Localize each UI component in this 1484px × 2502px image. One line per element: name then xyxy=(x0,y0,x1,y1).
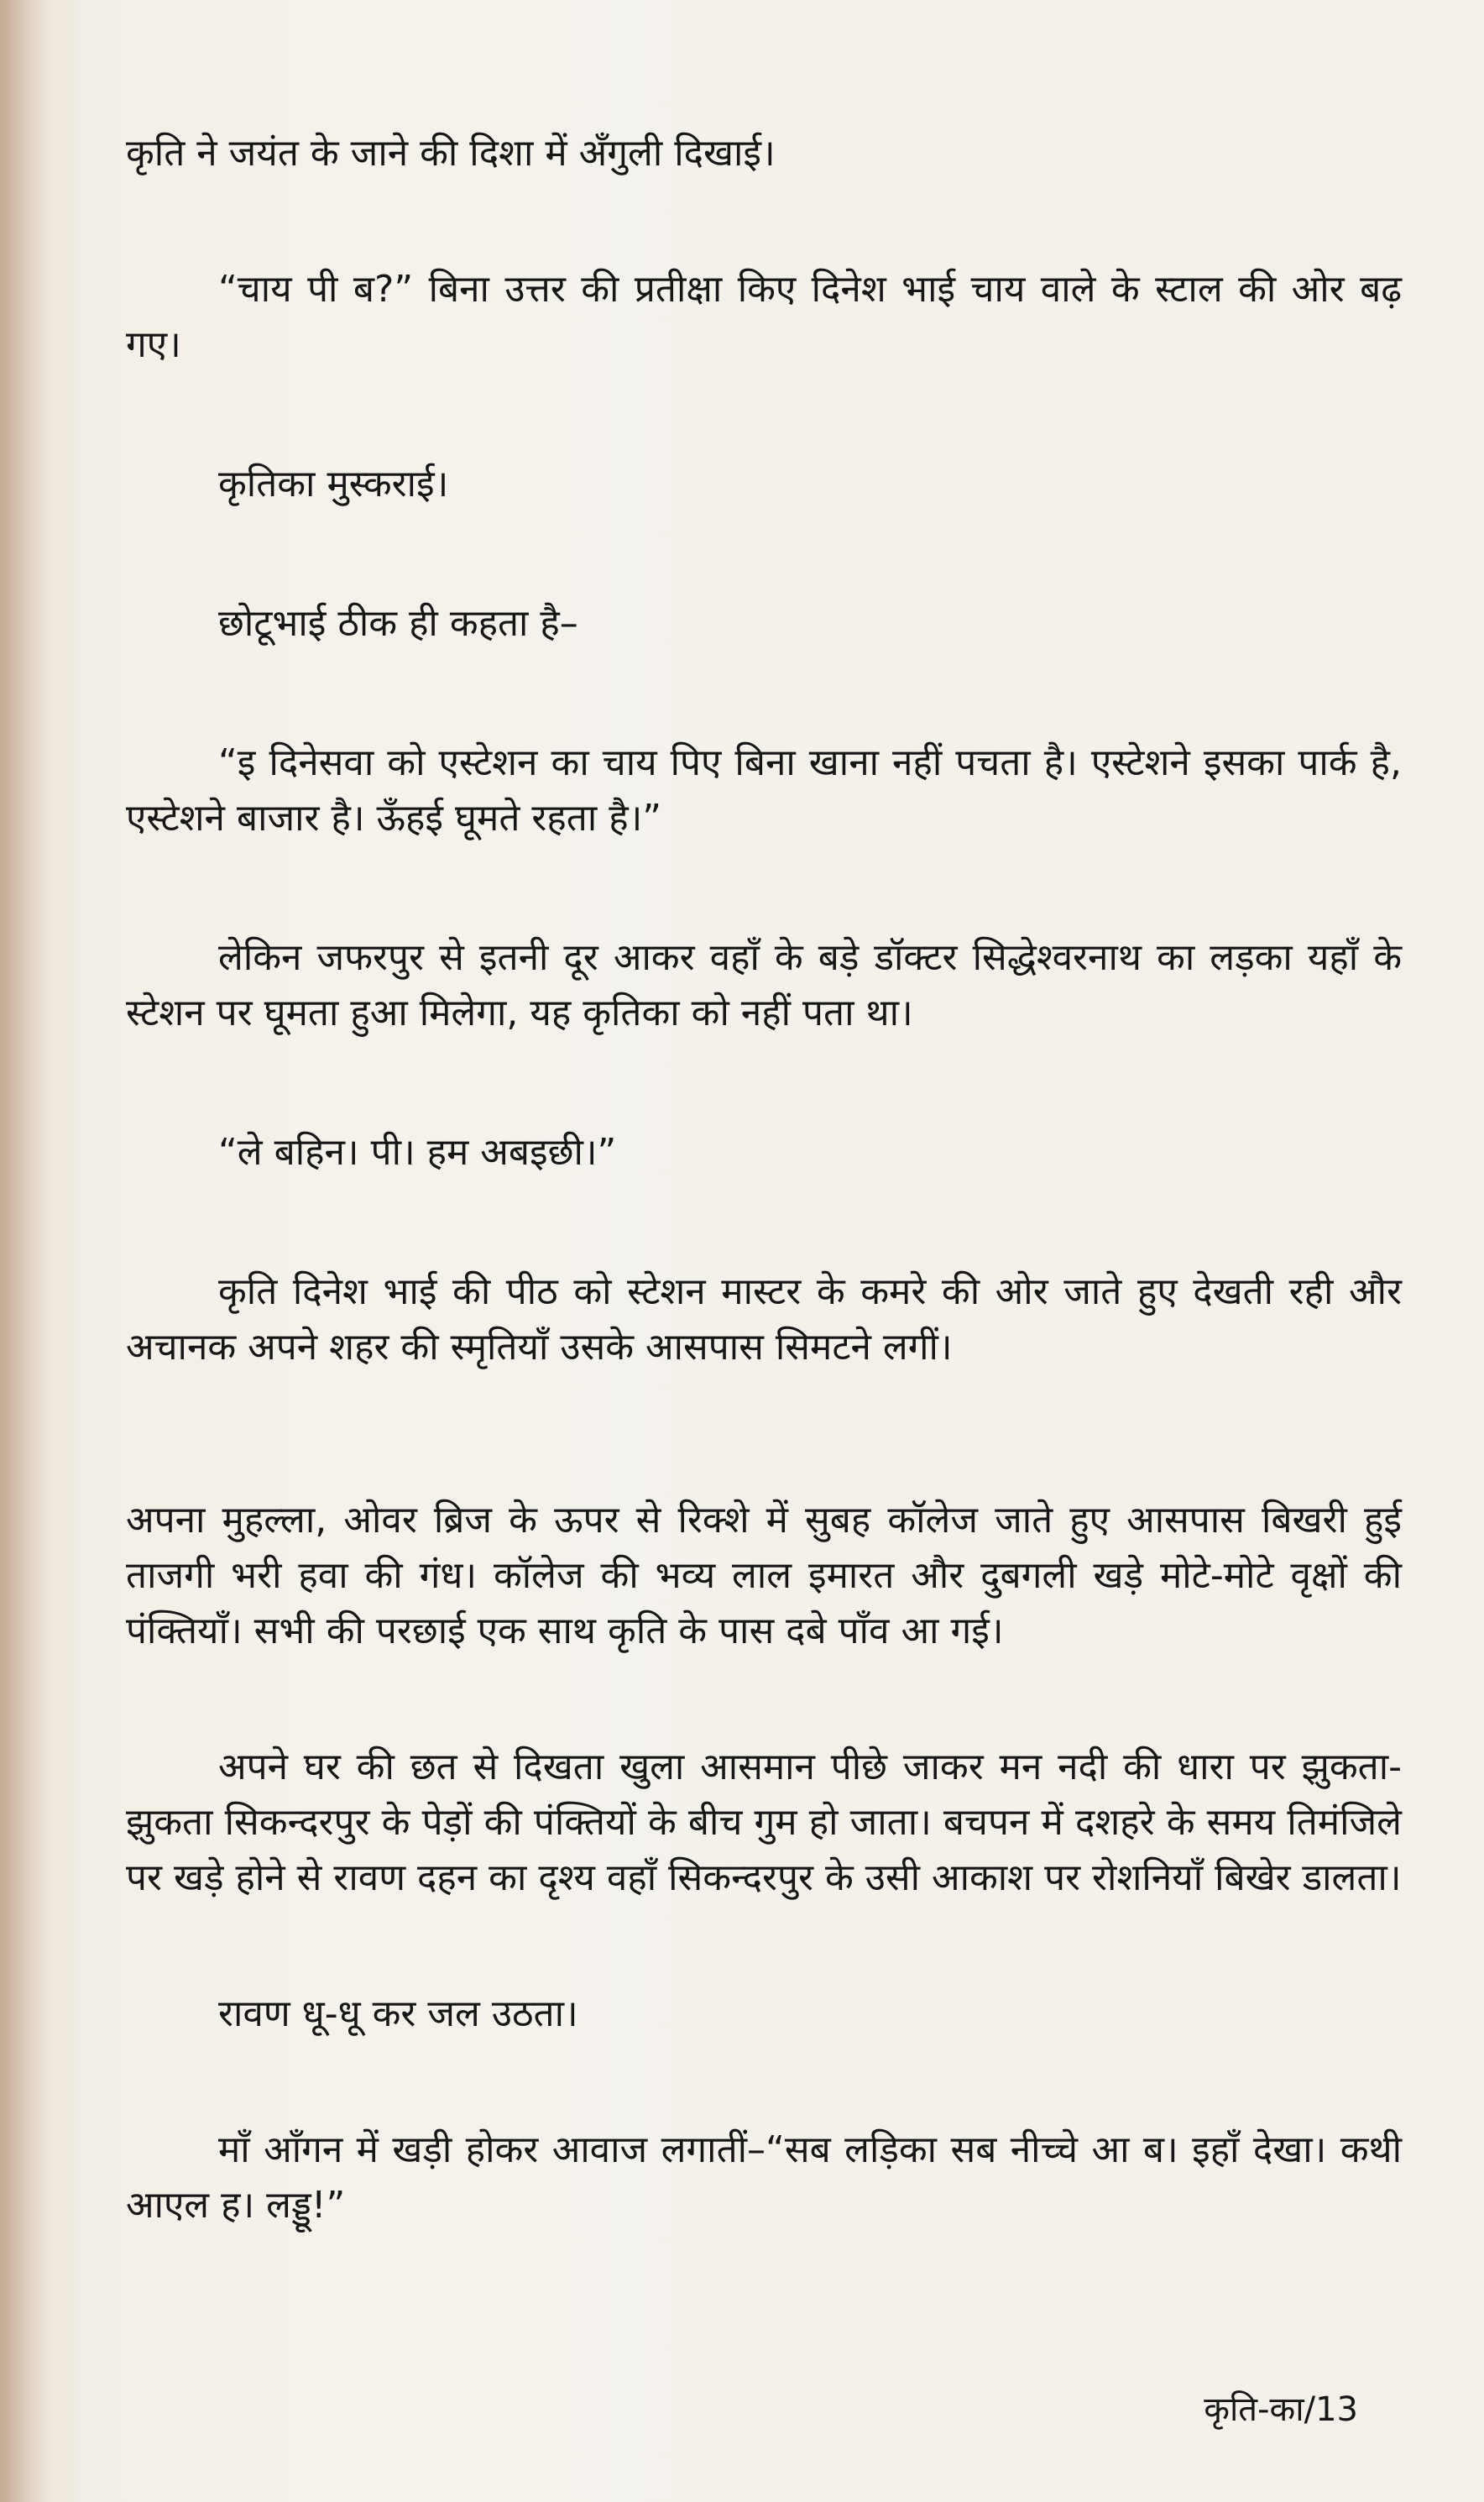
paragraph-12: माँ आँगन में खड़ी होकर आवाज लगातीं–“सब लड़िका सब नीच्चे आ ब। इहाँ देखा। कथी आएल ह। लड्डू!” xyxy=(126,2128,1403,2227)
paragraph-6: लेकिन जफरपुर से इतनी दूर आकर वहाँ के बड़े डॉक्टर सिद्धेश्वरनाथ का लड़का यहाँ के स्टेशन पर घूमता हुआ मिलेगा, यह कृतिका को नहीं पता था। xyxy=(126,936,1402,1034)
paragraph-2: “चाय पी ब?” बिना उत्तर की प्रतीक्षा किए दिनेश भाई चाय वाले के स्टाल की ओर बढ़ गए। xyxy=(126,268,1402,366)
page-body-text xyxy=(126,126,1402,2233)
paragraph-4: छोटूभाई ठीक ही कहता है– xyxy=(218,602,578,645)
paragraph-1: कृति ने जयंत के जाने की दिशा में अँगुली दिखाई। xyxy=(126,132,776,175)
paragraph-5: “इ दिनेसवा को एस्टेशन का चाय पिए बिना खाना नहीं पचता है। एस्टेशने इसका पार्क है, एस्टेशने बाजार है। ऊँहई घूमते रहता है।” xyxy=(126,741,1402,840)
page-footer: कृति-का/13 xyxy=(1204,2390,1358,2429)
spine-shadow xyxy=(0,0,50,2502)
paragraph-7: “ले बहिन। पी। हम अबइछी।” xyxy=(218,1131,617,1174)
paragraph-10: अपने घर की छत से दिखता खुला आसमान पीछे जाकर मन नदी की धारा पर झुकता-झुकता सिकन्दरपुर के पेड़ों की पंक्तियों के बीच गुम हो जाता। बचपन में दशहरे के समय तिमंजिले पर खड़े होने से रावण दहन का दृश्य वहाँ सिकन्दरपुर के उसी आकाश पर रोशनियाँ बिखेर डालता। xyxy=(126,1746,1402,1899)
paragraph-8: कृति दिनेश भाई की पीठ को स्टेशन मास्टर के कमरे की ओर जाते हुए देखती रही और अचानक अपने शहर की स्मृतियाँ उसके आसपास सिमटने लगीं। xyxy=(126,1270,1402,1369)
paragraph-11: रावण धू-धू कर जल उठता। xyxy=(218,1992,578,2035)
paragraph-9: अपना मुहल्ला, ओवर ब्रिज के ऊपर से रिक्शे में सुबह कॉलेज जाते हुए आसपास बिखरी हुई ताजगी भरी हवा की गंध। कॉलेज की भव्य लाल इमारत और दुबगली खड़े मोटे-मोटे वृक्षों की पंक्तियाँ। सभी की परछाई एक साथ कृति के पास दबे पाँव आ गई। xyxy=(126,1499,1402,1652)
paragraph-3: कृतिका मुस्कराई। xyxy=(218,463,449,505)
